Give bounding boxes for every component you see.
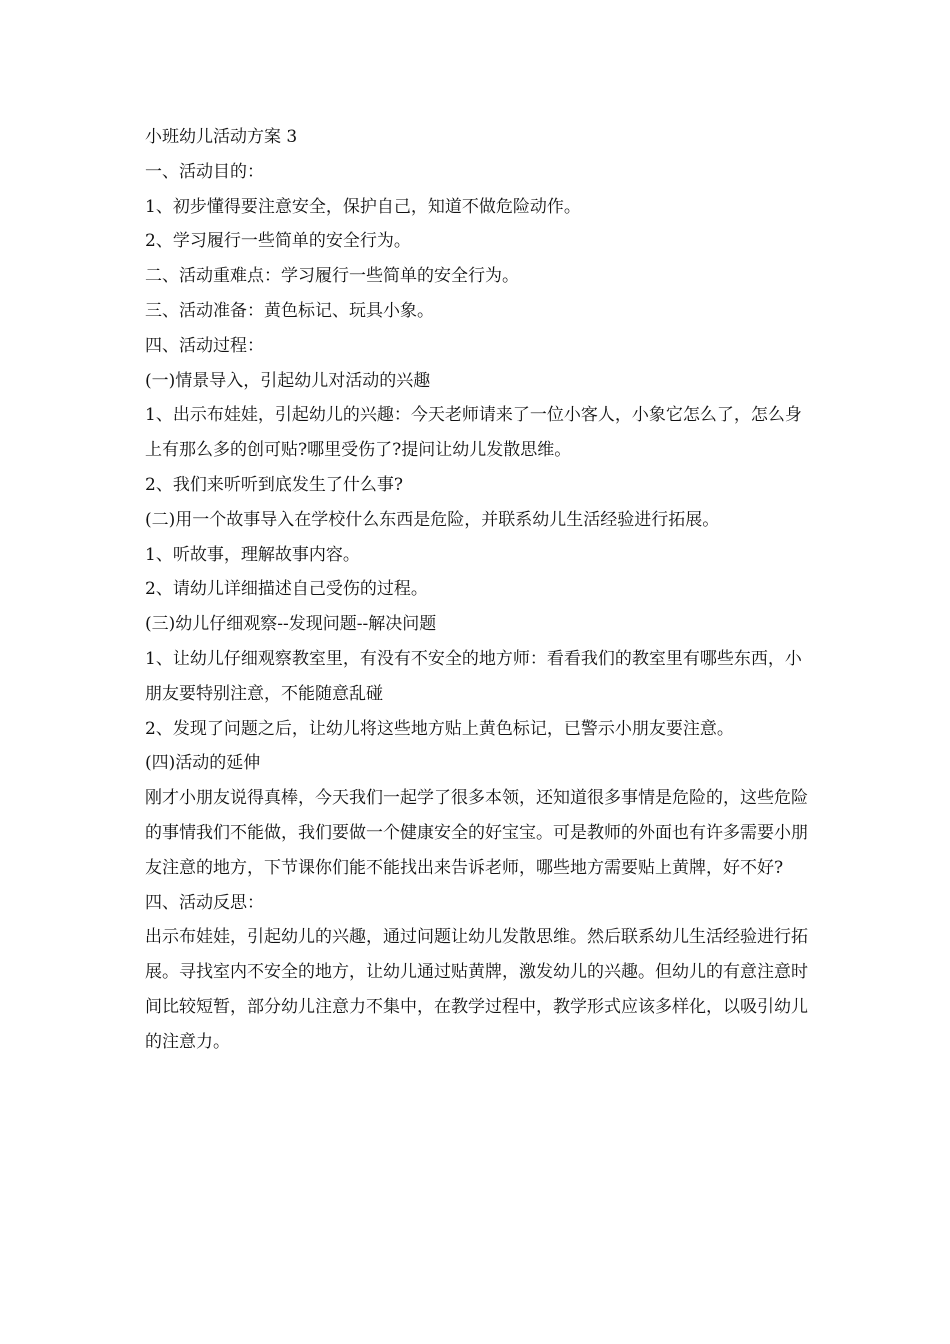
document-title: 小班幼儿活动方案 3 bbox=[145, 127, 298, 147]
section-heading-key-points: 二、活动重难点：学习履行一些简单的安全行为。 bbox=[145, 266, 519, 287]
objective-item-2: 2、学习履行一些简单的安全行为。 bbox=[145, 231, 411, 252]
process-step-3-item-2: 2、发现了问题之后，让幼儿将这些地方贴上黄色标记，已警示小朋友要注意。 bbox=[145, 718, 734, 739]
process-step-4-body: 刚才小朋友说得真棒，今天我们一起学了很多本领，还知道很多事情是危险的，这些危险的事情我们不能做，我们要做一个健康安全的好宝宝。可是教师的外面也有许多需要小朋友注意的地方，下节课你们能不能找出来告诉老师，哪些地方需要贴上黄牌，好不好? bbox=[145, 788, 808, 878]
process-step-1-item-2: 2、我们来听听到底发生了什么事? bbox=[145, 474, 403, 495]
process-step-3-item-1: 1、让幼儿仔细观察教室里，有没有不安全的地方师：看看我们的教室里有哪些东西，小朋友要特别注意，不能随意乱碰 bbox=[145, 648, 802, 704]
section-heading-process: 四、活动过程： bbox=[145, 335, 264, 356]
objective-item-1: 1、初步懂得要注意安全，保护自己，知道不做危险动作。 bbox=[145, 196, 581, 217]
document-body bbox=[145, 120, 810, 1060]
section-heading-reflection: 四、活动反思： bbox=[145, 892, 264, 913]
process-step-2-heading: (二)用一个故事导入在学校什么东西是危险，并联系幼儿生活经验进行拓展。 bbox=[145, 509, 720, 530]
process-step-2-item-1: 1、听故事，理解故事内容。 bbox=[145, 544, 360, 565]
process-step-1-item-1: 1、出示布娃娃，引起幼儿的兴趣：今天老师请来了一位小客人，小象它怎么了，怎么身上有那么多的创可贴?哪里受伤了?提问让幼儿发散思维。 bbox=[145, 405, 802, 461]
section-heading-objectives: 一、活动目的： bbox=[145, 161, 264, 182]
process-step-1-heading: (一)情景导入，引起幼儿对活动的兴趣 bbox=[145, 370, 431, 391]
reflection-body: 出示布娃娃，引起幼儿的兴趣，通过问题让幼儿发散思维。然后联系幼儿生活经验进行拓展。寻找室内不安全的地方，让幼儿通过贴黄牌，激发幼儿的兴趣。但幼儿的有意注意时间比较短暂，部分幼儿注意力不集中，在教学过程中，教学形式应该多样化，以吸引幼儿的注意力。 bbox=[145, 927, 808, 1052]
section-heading-preparation: 三、活动准备：黄色标记、玩具小象。 bbox=[145, 300, 434, 321]
process-step-4-heading: (四)活动的延伸 bbox=[145, 753, 261, 774]
process-step-3-heading: (三)幼儿仔细观察--发现问题--解决问题 bbox=[145, 614, 437, 635]
process-step-2-item-2: 2、请幼儿详细描述自己受伤的过程。 bbox=[145, 579, 428, 600]
